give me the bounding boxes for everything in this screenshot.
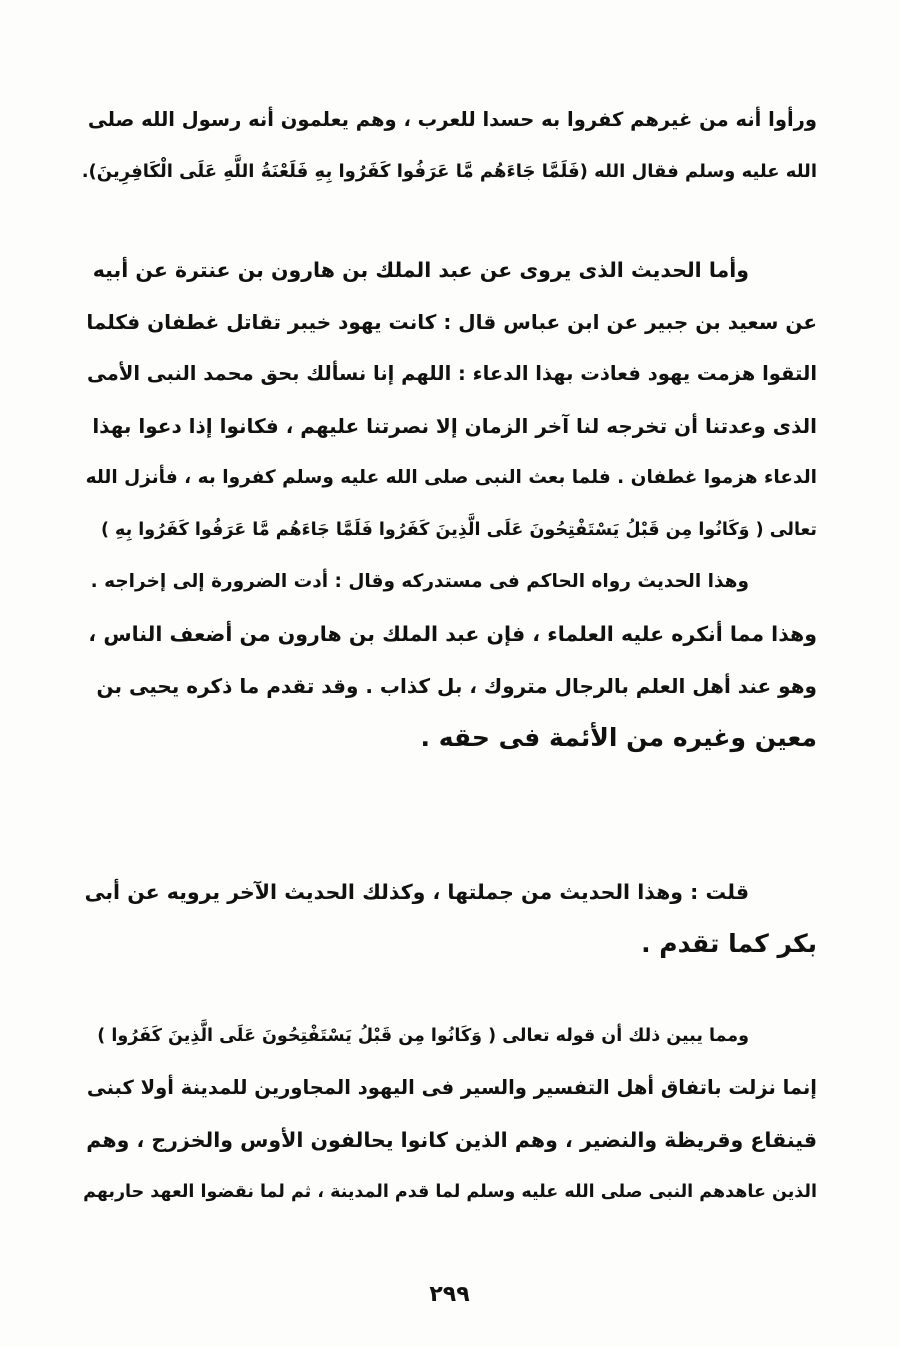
- paragraph-3: [82, 866, 817, 970]
- text-line-with-verse: الله عليه وسلم فقال الله (فَلَمَّا جَاءَهُم مَّا عَرَفُوا كَفَرُوا بِهِ فَلَعْنَةُ اللَّهِ عَلَى الْكَافِرِينَ).: [82, 161, 817, 182]
- text-line: الذين عاهدهم النبى صلى الله عليه وسلم لما قدم المدينة ، ثم لما نقضوا العهد حاربهم: [83, 1182, 817, 1202]
- text-line: عن سعيد بن جبير عن ابن عباس قال : كانت يهود خيبر تقاتل غطفان فكلما: [86, 310, 817, 334]
- text-line: وهو عند أهل العلم بالرجال متروك ، بل كذاب . وقد تقدم ما ذكره يحيى بن: [96, 674, 817, 698]
- text-line: بكر كما تقدم .: [641, 929, 817, 958]
- text-line: الذى وعدتنا أن تخرجه لنا آخر الزمان إلا نصرتنا عليهم ، فكانوا إذا دعوا بهذا: [92, 414, 817, 438]
- text-line: ورأوا أنه من غيرهم كفروا به حسدا للعرب ، وهم يعلمون أنه رسول الله صلى: [87, 108, 817, 131]
- paragraph-4: [82, 1010, 817, 1218]
- text-line: قلت : وهذا الحديث من جملتها ، وكذلك الحديث الآخر يرويه عن أبى: [84, 880, 749, 904]
- text-line: وهذا مما أنكره عليه العلماء ، فإن عبد الملك بن هارون من أضعف الناس ،: [88, 622, 817, 646]
- page-number: ٢٩٩: [429, 1282, 470, 1307]
- text-line-with-verse: ومما يبين ذلك أن قوله تعالى ( وَكَانُوا مِن قَبْلُ يَسْتَفْتِحُونَ عَلَى الَّذِينَ كَفَرُوا ): [97, 1026, 749, 1046]
- text-line: قينقاع وقريظة والنضير ، وهم الذين كانوا يحالفون الأوس والخزرج ، وهم: [86, 1128, 817, 1152]
- text-line: التقوا هزمت يهود فعاذت بهذا الدعاء : اللهم إنا نسألك بحق محمد النبى الأمى: [87, 362, 817, 385]
- text-line: معين وغيره من الأئمة فى حقه .: [420, 723, 817, 752]
- paragraph-1: [82, 94, 817, 198]
- text-line: وهذا الحديث رواه الحاكم فى مستدركه وقال : أدت الضرورة إلى إخراجه .: [90, 571, 749, 592]
- text-line: إنما نزلت باتفاق أهل التفسير والسير فى اليهود المجاورين للمدينة أولا كبنى: [86, 1076, 817, 1099]
- text-line: الدعاء هزموا غطفان . فلما بعث النبى صلى الله عليه وسلم كفروا به ، فأنزل الله: [85, 467, 817, 488]
- paragraph-2: [82, 244, 817, 764]
- text-line: وأما الحديث الذى يروى عن عبد الملك بن هارون بن عنترة عن أبيه: [92, 258, 749, 282]
- text-line-with-verse: تعالى ( وَكَانُوا مِن قَبْلُ يَسْتَفْتِحُونَ عَلَى الَّذِينَ كَفَرُوا فَلَمَّا جَاءَهُم مَّا عَرَفُوا كَفَرُوا بِهِ ): [100, 520, 817, 540]
